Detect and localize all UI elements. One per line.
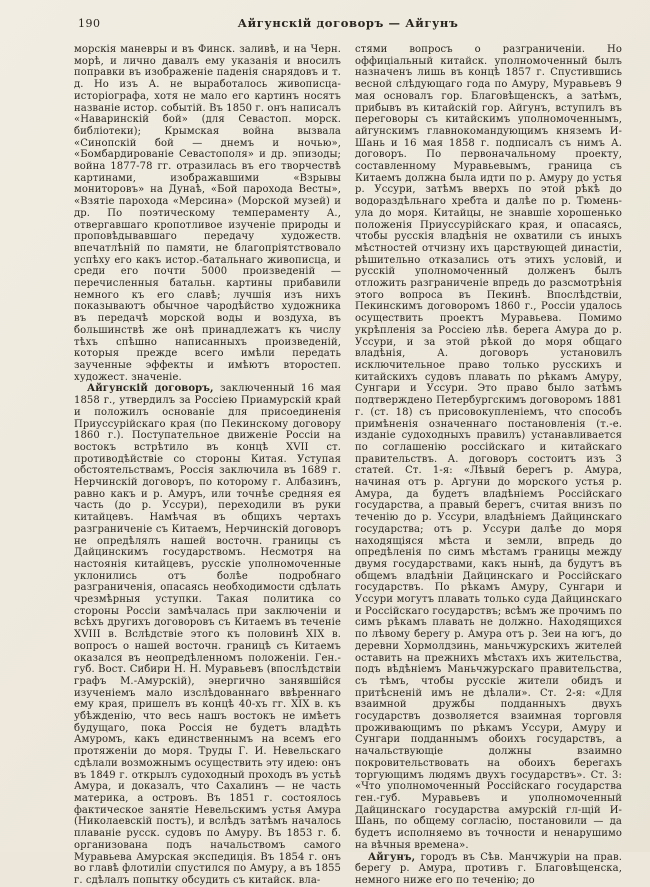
page-number: 190 [78,17,101,30]
left-column [74,44,341,887]
continuation-paragraph: стями вопросъ о разграниченіи. Но оффиціальный китайск. уполномоченный былъ назначенъ лишь въ концѣ 1857 г. Спустившись весной слѣдующаго года по Амуру, Муравьевъ 9 мая основалъ гор. Благовѣщенскъ, а затѣмъ, прибывъ въ китайскій гор. Айгунъ, вступилъ въ переговоры съ китайскимъ уполномоченнымъ, айгунскимъ главнокомандующимъ княземъ И-Шань и 16 мая 1858 г. подписалъ съ нимъ А. договоръ. По первоначальному проекту, составленному Муравьевымъ, граница съ Китаемъ должна была идти по р. Амуру до устья р. Уссури, затѣмъ вверхъ по этой рѣкѣ до водораздѣльнаго хребта и далѣе по р. Тюмень-ула до моря. Китайцы, не знавшіе хорошенько положенія Приуссурійскаго края, и опасаясь, чтобы русскія владѣнія не охватили съ иныхъ мѣстностей отчизну ихъ царствующей династіи, рѣшительно отказались отъ этихъ условій, и русскій уполномоченный долженъ былъ отложить разграниченіе впредь до разсмотрѣнія этого вопроса въ Пекинѣ. Впослѣдствіи, Пекинскимъ договоромъ 1860 г., Россіи удалось осуществить проектъ Муравьева. Помимо укрѣпленія за Россіею лѣв. берега Амура до р. Уссури, и за этой рѣкой до моря общаго владѣнія, А. договоръ установилъ исключительное право только русскихъ и китайскихъ судовъ плавать по рѣкамъ Амуру, Сунгари и Уссури. Это право было затѣмъ подтверждено Петербургскимъ договоромъ 1881 г. (ст. 18) съ присовокупленіемъ, что способъ примѣненія означеннаго постановленія (т.-е. изданіе судоходныхъ правилъ) устанавливается по соглашенію россійскаго и китайскаго правительствъ. А. договоръ состоитъ изъ 3 статей. Ст. 1-я: «Лѣвый берегъ р. Амура, начиная отъ р. Аргуни до морского устья р. Амура, да будетъ владѣніемъ Россійскаго государства, а правый берегъ, считая внизъ по теченію до р. Уссури, владѣніемъ Дайцинскаго государства; отъ р. Уссури далѣе до моря находящіяся мѣста и земли, впредь до опредѣленія по симъ мѣстамъ границы между двумя государствами, какъ нынѣ, да будутъ въ общемъ владѣніи Дайцинскаго и Россійскаго государствъ. По рѣкамъ Амуру, Сунгари и Уссури могутъ плавать только суда Дайцинскаго и Россійскаго государствъ; всѣмъ же прочимъ по симъ рѣкамъ плавать не должно. Находящихся по лѣвому берегу р. Амура отъ р. Зеи на югъ, до деревни Хормолдзинь, маньчжурскихъ жителей оставить на прежнихъ мѣстахъ ихъ жительства, подъ вѣдѣніемъ Маньчжурскаго правительства, съ тѣмъ, чтобы русскіе жители обидъ и притѣсненій имъ не дѣлали». Ст. 2-я: «Для взаимной дружбы подданныхъ двухъ государствъ дозволяется взаимная торговля проживающимъ по рѣкамъ Уссури, Амуру и Сунгари подданнымъ обоихъ государствъ, а начальствующіе должны взаимно покровительствовать на обоихъ берегахъ торгующимъ людямъ двухъ государствъ». Ст. 3: «Что уполномоченный Россійскаго государства ген.-губ. Муравьевъ и уполномоченный Дайцинскаго государства амурскій гл-щій И-Шань, по общему согласію, постановили — да будетъ исполняемо въ точности и ненарушимо на вѣчныя времена». [355,44,622,851]
continuation-paragraph: морскія маневры и въ Финск. заливѣ, и на Черн. морѣ, и лично давалъ ему указанія и вносилъ поправки въ изображеніе паденія снарядовъ и т. д. Но изъ А. не выработалось живописца-исторіографа, хотя не мало его картинъ носятъ названіе истор. событій. Въ 1850 г. онъ написалъ «Наваринскій бой» (для Севастоп. морск. библіотеки); Крымская война вызвала «Синопскій бой — днемъ и ночью», «Бомбардированіе Севастополя» и др. эпизоды; война 1877-78 гг. отразилась въ его творчествѣ картинами, изображавшими «Взрывы мониторовъ» на Дунаѣ, «Бой парохода Весты», «Взятіе парохода «Мерсина» (Морской музей) и др. По поэтическому темпераменту А., отвергавшаго кропотливое изученіе природы и проповѣдывавшаго передачу художеств. впечатлѣній по памяти, не благопріятствовало успѣху его какъ истор.-батальнаго живописца, и среди его почти 5000 произведеній — перечисленныя батальн. картины прибавили немного къ его славѣ; лучшія изъ нихъ показываютъ обычное чародѣйство художника въ передачѣ морской воды и воздуха, въ большинствѣ же онѣ принадлежатъ къ числу тѣхъ спѣшно написанныхъ произведеній, которыя прежде всего имѣли передать заученные эффекты и имѣютъ второстеп. художест. значеніе. [74,44,341,383]
entry-term: Айгунъ, [368,851,416,863]
entry-term: Айгунскій договоръ, [87,383,214,395]
running-header: Айгунскій договоръ — Айгунъ [237,16,459,30]
text-columns [74,44,622,887]
entry-body: заключенный 16 мая 1858 г., утвердилъ за Россіею Приамурскій край и положилъ основаніе для присоединенія Приуссурійскаго края (по Пекинскому договору 1860 г.). Поступательное движеніе Россіи на востокъ встрѣтило въ концѣ XVII ст. противодѣйствіе со стороны Китая. Уступая обстоятельствамъ, Россія заключила въ 1689 г. Нерчинскій договоръ, по которому г. Албазинъ, равно какъ и р. Амуръ, или точнѣе средняя ея часть (до р. Уссури), переходили въ руки китайцевъ. Намѣчая въ общихъ чертахъ разграниченіе съ Китаемъ, Нерчинскій договоръ не опредѣлялъ нашей восточн. границы съ Дайцинскимъ государствомъ. Несмотря на настоянія китайцевъ, русскіе уполномоченные уклонились отъ болѣе подробнаго разграниченія, опасаясь необходимости сдѣлать чрезмѣрныя уступки. Такая политика со стороны Россіи замѣчалась при заключеніи и всѣхъ другихъ договоровъ съ Китаемъ въ теченіе XVIII в. Вслѣдствіе этого къ половинѣ XIX в. вопросъ о нашей восточн. границѣ съ Китаемъ оказался въ неопредѣленномъ положеніи. Ген.-губ. Вост. Сибири Н. Н. Муравьевъ (впослѣдствіи графъ М.-Амурскій), энергично занявшійся изученіемъ мало изслѣдованнаго ввѣреннаго ему края, пришелъ въ концѣ 40-хъ гг. XIX в. къ убѣжденію, что весь нашъ востокъ не имѣетъ будущаго, пока Россія не будетъ владѣть Амуромъ, какъ единственнымъ на всемъ его протяженіи до моря. Труды Г. И. Невельскаго сдѣлали возможнымъ осуществить эту идею: онъ въ 1849 г. открылъ судоходный проходъ въ устьѣ Амура, и доказалъ, что Сахалинъ — не часть материка, а островъ. Въ 1851 г. состоялось фактическое занятіе Невельскимъ устья Амура (Николаевскій постъ), и вслѣдъ затѣмъ началось плаваніе русск. судовъ по Амуру. Въ 1853 г. б. организована подъ начальствомъ самого Муравьева Амурская экспедиція. Въ 1854 г. онъ во главѣ флотиліи спустился по Амуру, а въ 1855 г. сдѣлалъ попытку обсудить съ китайск. вла- [74,383,341,886]
entry-aigunsky-dogovor [74,383,341,886]
page-header [74,16,622,34]
right-column [355,44,622,887]
entry-aigun [355,852,622,887]
entry-body: городъ въ Сѣв. Манчжуріи на прав. берегу р. Амура, противъ г. Благовѣщенска, немного ниже его по теченію; до [355,851,622,886]
